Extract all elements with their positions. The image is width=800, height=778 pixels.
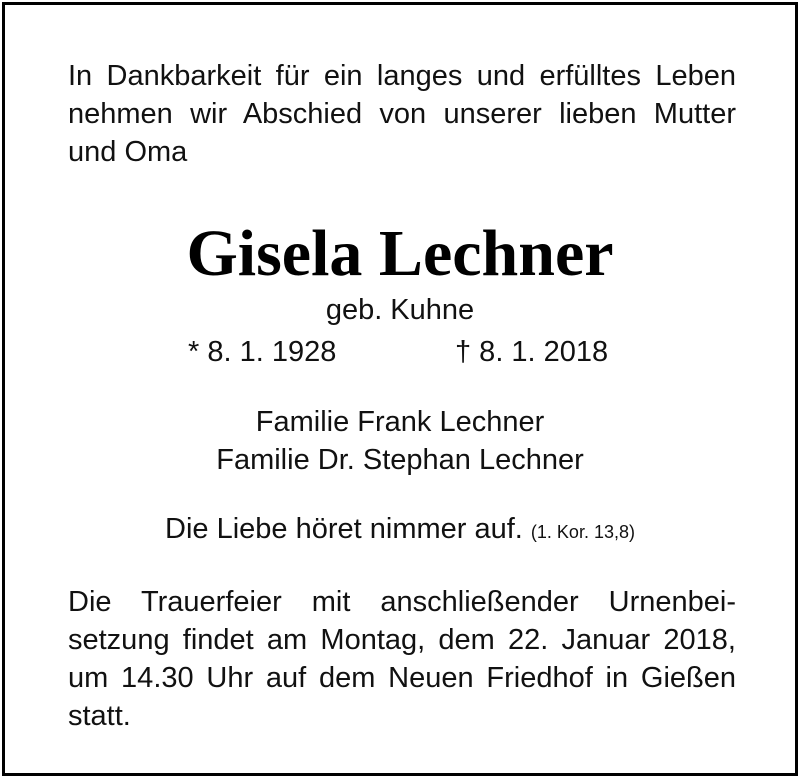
life-dates	[5, 335, 795, 375]
death-date: † 8. 1. 2018	[455, 336, 609, 368]
quote-text: Die Liebe höret nimmer auf.	[165, 513, 523, 545]
intro-text	[68, 57, 736, 171]
intro-line: und Oma	[68, 136, 188, 168]
birth-name: geb. Kuhne	[325, 294, 475, 326]
intro-line: In Dankbarkeit für ein langes und erfülltes Leben	[68, 60, 736, 92]
mourner-family: Familie Frank Lechner	[255, 406, 545, 438]
ceremony-line: um 14.30 Uhr auf dem Neuen Friedhof in Gießen	[68, 662, 736, 694]
mourners-list	[5, 403, 795, 479]
obituary-notice	[2, 2, 798, 776]
ceremony-info	[68, 583, 736, 735]
ceremony-line: Die Trauerfeier mit anschließender Urnenbei-	[68, 586, 736, 618]
deceased-name: Gisela Lechner	[186, 217, 614, 290]
quote-reference: (1. Kor. 13,8)	[530, 522, 635, 542]
birth-date: * 8. 1. 1928	[188, 336, 337, 368]
intro-line: nehmen wir Abschied von unserer lieben Mutter	[68, 98, 736, 130]
ceremony-line: statt.	[68, 700, 131, 732]
ceremony-line: setzung findet am Montag, dem 22. Januar 2018,	[68, 624, 736, 656]
bible-quote	[5, 511, 795, 550]
mourner-family: Familie Dr. Stephan Lechner	[216, 444, 584, 476]
